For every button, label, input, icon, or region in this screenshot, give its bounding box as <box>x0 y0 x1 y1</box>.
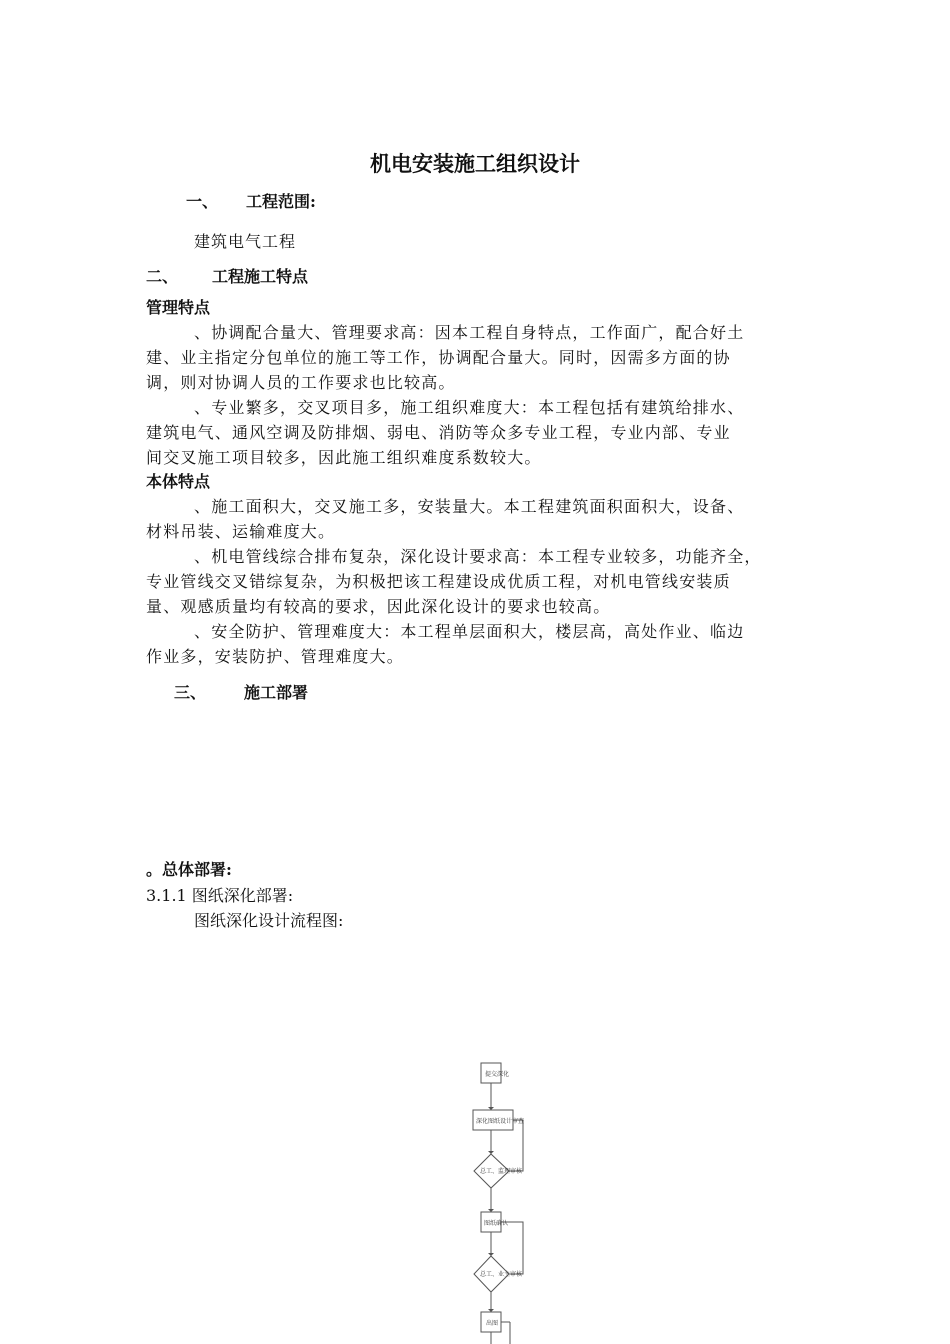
flow-feedback-loop <box>501 1222 523 1274</box>
section-3-number: 三、 <box>174 683 207 702</box>
flow-node-label: 提交深化 <box>485 1071 510 1078</box>
flow-node-label: 图纸确认 <box>484 1220 509 1227</box>
paragraph-line: 建、业主指定分包单位的施工等工作，协调配合量大。同时，因需多方面的协 <box>146 348 731 367</box>
section-2-title: 工程施工特点 <box>212 267 309 286</box>
overall-heading: 。总体部署: <box>146 860 232 879</box>
paragraph-line: 材料吊装、运输难度大。 <box>146 522 336 541</box>
paragraph-line: 专业管线交叉错综复杂，为积极把该工程建设成优质工程，对机电管线安装质 <box>146 572 731 591</box>
paragraph-line: 量、观感质量均有较高的要求，因此深化设计的要求也较高。 <box>146 597 611 616</box>
paragraph-line: 建筑电气、通风空调及防排烟、弱电、消防等众多专业工程，专业内部、专业 <box>146 423 731 442</box>
arrow-head <box>488 1253 494 1256</box>
arrow-head <box>488 1151 494 1154</box>
flow-node-label: 总工、监理审核 <box>480 1168 523 1175</box>
flow-node-label: 总工、业主审核 <box>480 1271 523 1278</box>
management-heading: 管理特点 <box>146 298 211 317</box>
subsection-heading: 3.1.1 图纸深化部署: <box>146 886 294 905</box>
paragraph-line: 间交叉施工项目较多，因此施工组织难度系数较大。 <box>146 448 542 467</box>
paragraph-line: 、施工面积大，交叉施工多，安装量大。本工程建筑面积面积大，设备、 <box>194 497 745 516</box>
paragraph-line: 、机电管线综合排布复杂，深化设计要求高：本工程专业较多，功能齐全， <box>194 547 762 566</box>
flow-feedback-loop <box>509 1120 523 1171</box>
document-title: 机电安装施工组织设计 <box>370 151 580 176</box>
flow-node-label: 出图 <box>486 1320 499 1327</box>
flow-node-label: 深化图纸设计审查 <box>476 1118 525 1125</box>
section-1-title: 工程范围: <box>246 192 316 211</box>
paragraph-line: 、专业繁多，交叉项目多，施工组织难度大：本工程包括有建筑给排水、 <box>194 398 745 417</box>
body-features-heading: 本体特点 <box>146 472 211 491</box>
section-3-title: 施工部署 <box>244 683 309 702</box>
section-1-content: 建筑电气工程 <box>194 232 297 251</box>
paragraph-line: 、协调配合量大、管理要求高：因本工程自身特点，工作面广，配合好土 <box>194 323 745 342</box>
section-2-number: 二、 <box>146 267 179 286</box>
paragraph-line: 、安全防护、管理难度大：本工程单层面积大，楼层高，高处作业、临边 <box>194 622 745 641</box>
flowchart-caption: 图纸深化设计流程图: <box>194 911 344 930</box>
section-1-number: 一、 <box>186 192 219 211</box>
paragraph-line: 作业多，安装防护、管理难度大。 <box>146 647 405 666</box>
paragraph-line: 调，则对协调人员的工作要求也比较高。 <box>146 373 456 392</box>
